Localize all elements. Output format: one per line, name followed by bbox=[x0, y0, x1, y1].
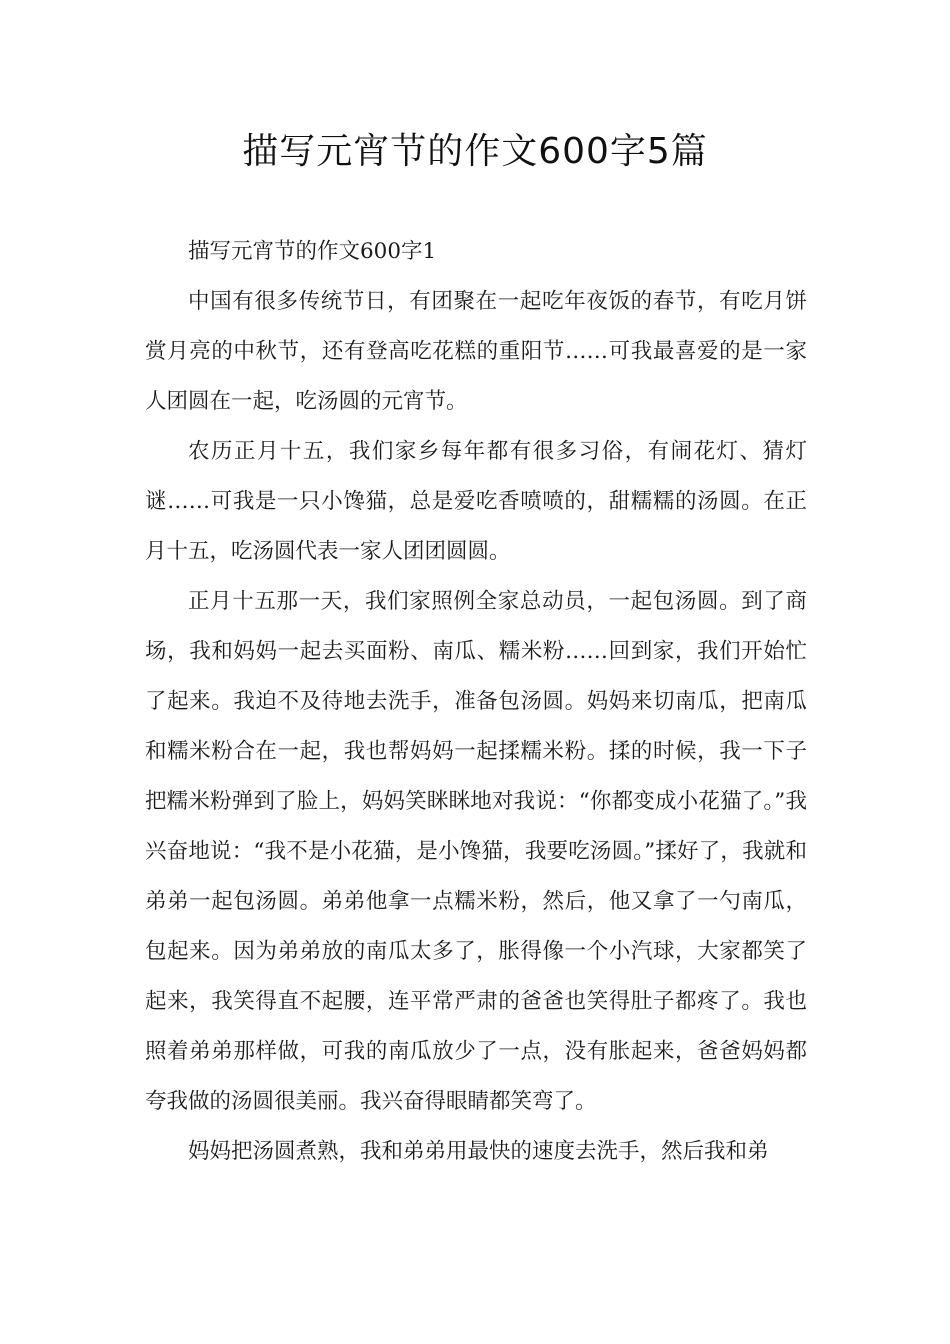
paragraph: 妈妈把汤圆煮熟，我和弟弟用最快的速度去洗手，然后我和弟 bbox=[188, 1139, 769, 1164]
document-body bbox=[145, 227, 807, 1177]
paragraph: 正月十五那一天，我们家照例全家总动员，一起包汤圆。到了商场，我和妈妈一起去买面粉、南瓜、糯米粉……回到家，我们开始忙了起来。我迫不及待地去洗手，准备包汤圆。妈妈来切南瓜，把南瓜和糯米粉合在一起，我也帮妈妈一起揉糯米粉。揉的时候，我一下子把糯米粉弹到了脸上，妈妈笑眯眯地对我说：“你都变成小花猫了。”我兴奋地说：“我不是小花猫，是小馋猫，我要吃汤圆。”揉好了，我就和弟弟一起包汤圆。弟弟他拿一点糯米粉，然后，他又拿了一勺南瓜，包起来。因为弟弟放的南瓜太多了，胀得像一个小汽球，大家都笑了起来，我笑得直不起腰，连平常严肃的爸爸也笑得肚子都疼了。我也照着弟弟那样做，可我的南瓜放少了一点，没有胀起来，爸爸妈妈都夸我做的汤圆很美丽。我兴奋得眼睛都笑弯了。 bbox=[145, 589, 807, 1114]
section-heading: 描写元宵节的作文600字1 bbox=[188, 239, 437, 264]
document-title: 描写元宵节的作文600字5篇 bbox=[242, 131, 708, 172]
paragraph: 农历正月十五，我们家乡每年都有很多习俗，有闹花灯、猜灯谜……可我是一只小馋猫，总是爱吃香喷喷的，甜糯糯的汤圆。在正月十五，吃汤圆代表一家人团团圆圆。 bbox=[145, 439, 807, 564]
paragraph: 中国有很多传统节日，有团聚在一起吃年夜饭的春节，有吃月饼赏月亮的中秋节，还有登高吃花糕的重阳节……可我最喜爱的是一家人团圆在一起，吃汤圆的元宵节。 bbox=[145, 289, 807, 414]
